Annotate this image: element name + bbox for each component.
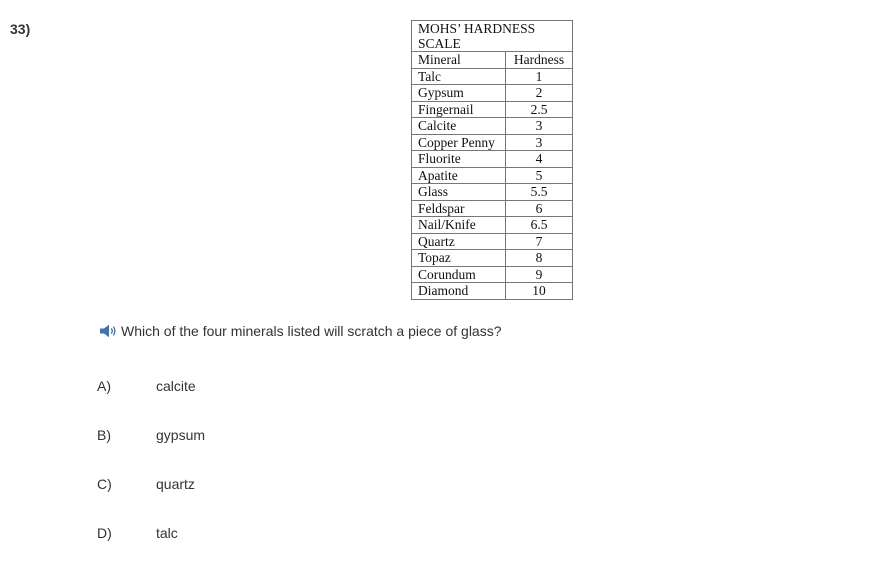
hardness-cell: 7 [506,233,573,250]
mineral-cell: Fluorite [412,151,506,168]
table-row [412,118,573,135]
question-number: 33) [10,21,31,37]
mineral-cell: Fingernail [412,101,506,118]
option-text: talc [156,525,178,541]
table-row [412,184,573,201]
option-text: gypsum [156,427,206,443]
table-row [412,266,573,283]
table-title-row [412,21,573,52]
header-hardness: Hardness [506,52,573,69]
hardness-cell: 5 [506,167,573,184]
table-row [412,167,573,184]
mineral-cell: Topaz [412,250,506,267]
table-row [412,200,573,217]
table-row [412,68,573,85]
table-row [412,217,573,234]
mineral-cell: Glass [412,184,506,201]
hardness-cell: 3 [506,118,573,135]
option-letter: B) [97,427,111,443]
hardness-cell: 9 [506,266,573,283]
table-row [412,101,573,118]
question-prompt [99,323,502,339]
answer-option-b[interactable] [97,427,205,443]
answer-option-a[interactable] [97,378,196,394]
hardness-cell: 8 [506,250,573,267]
hardness-cell: 1 [506,68,573,85]
table-row [412,85,573,102]
option-text: calcite [156,378,196,394]
option-letter: D) [97,525,112,541]
speaker-icon[interactable] [99,324,119,338]
mineral-cell: Gypsum [412,85,506,102]
table-row [412,134,573,151]
mineral-cell: Feldspar [412,200,506,217]
header-mineral: Mineral [412,52,506,69]
hardness-cell: 4 [506,151,573,168]
option-letter: A) [97,378,111,394]
hardness-cell: 2 [506,85,573,102]
mineral-cell: Corundum [412,266,506,283]
mineral-cell: Apatite [412,167,506,184]
table-row [412,283,573,300]
hardness-cell: 6 [506,200,573,217]
hardness-cell: 6.5 [506,217,573,234]
table-row [412,151,573,168]
mineral-cell: Talc [412,68,506,85]
option-text: quartz [156,476,195,492]
hardness-cell: 10 [506,283,573,300]
hardness-cell: 2.5 [506,101,573,118]
mineral-cell: Copper Penny [412,134,506,151]
answer-option-d[interactable] [97,525,178,541]
mineral-cell: Nail/Knife [412,217,506,234]
mineral-cell: Diamond [412,283,506,300]
mineral-cell: Quartz [412,233,506,250]
hardness-cell: 5.5 [506,184,573,201]
table-header-row [412,52,573,69]
table-row [412,250,573,267]
table-row [412,233,573,250]
hardness-cell: 3 [506,134,573,151]
answer-option-c[interactable] [97,476,195,492]
option-letter: C) [97,476,112,492]
mineral-cell: Calcite [412,118,506,135]
prompt-text: Which of the four minerals listed will scratch a piece of glass? [121,323,502,339]
table-title: MOHS’ HARDNESS SCALE [412,21,573,52]
mohs-hardness-table [411,20,573,300]
